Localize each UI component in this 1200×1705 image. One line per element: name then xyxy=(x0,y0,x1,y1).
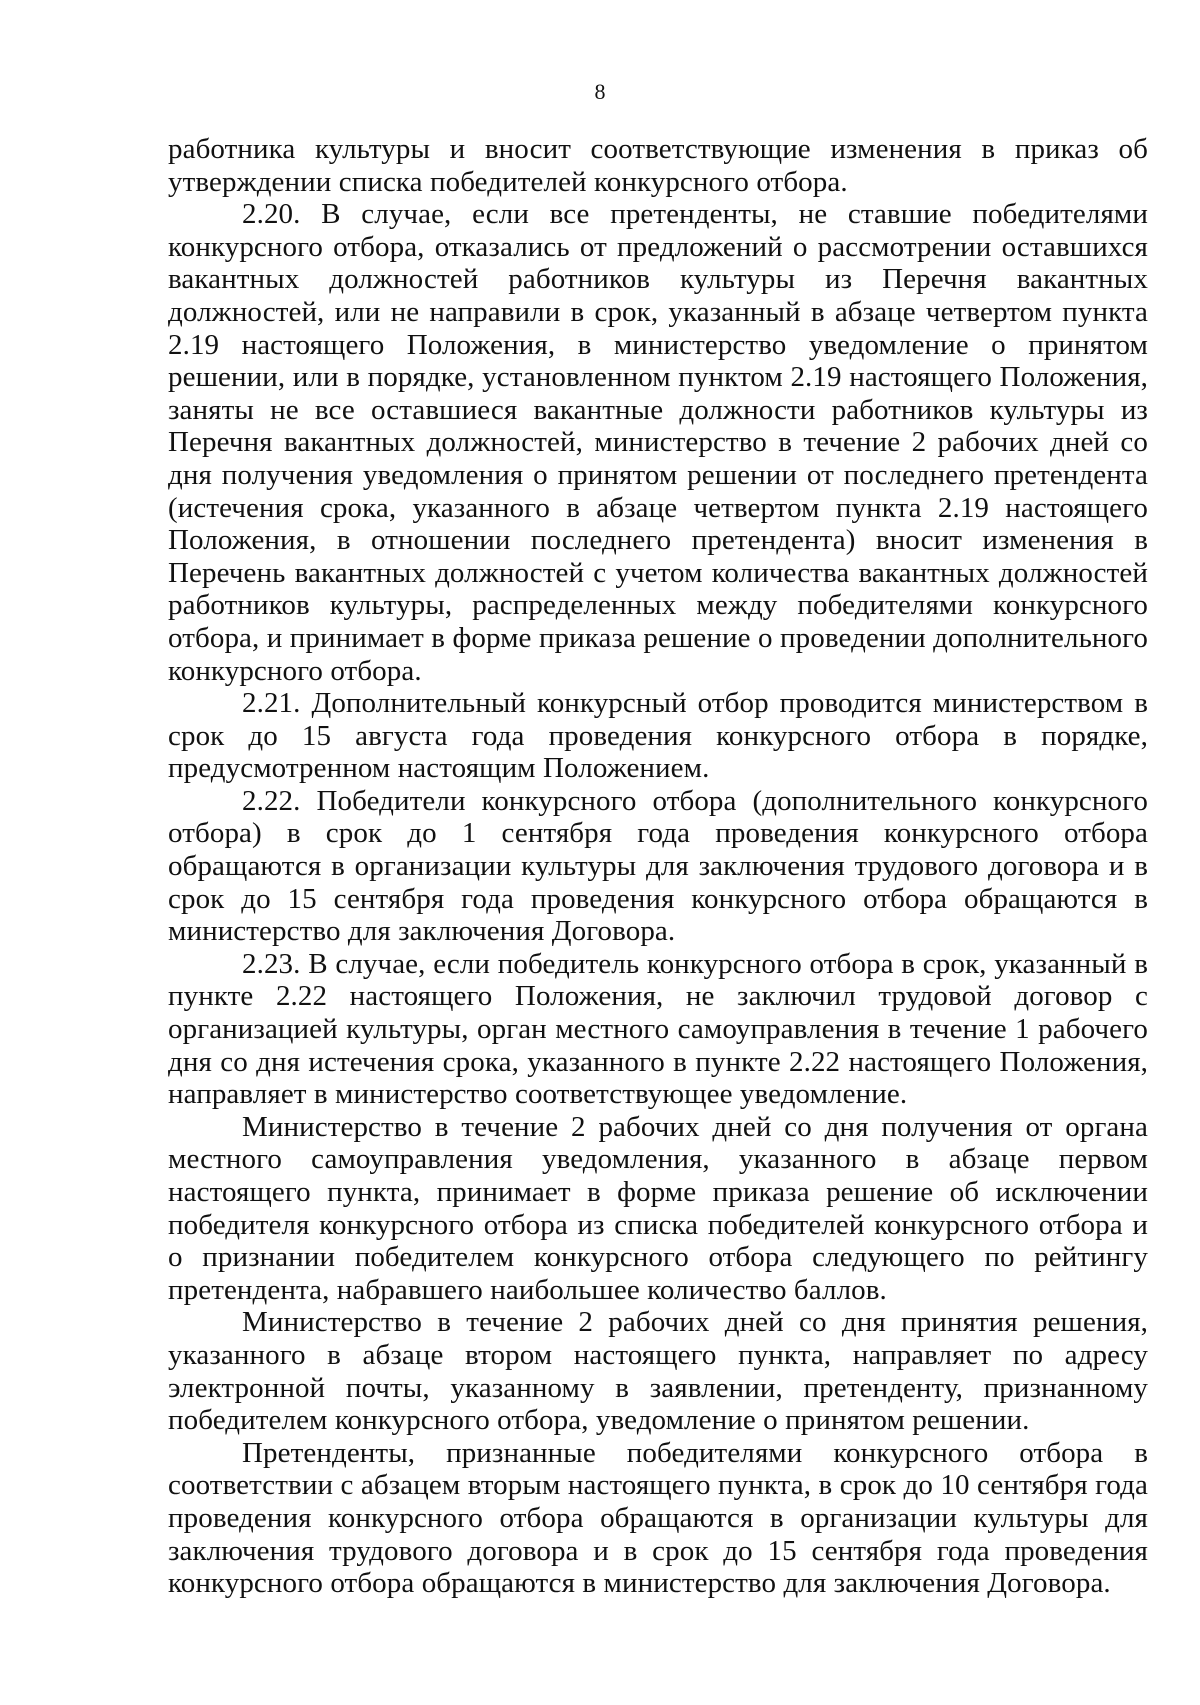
page-number: 8 xyxy=(594,79,606,104)
paragraph-2-23-third: Министерство в течение 2 рабочих дней со дня принятия решения, указанного в абзаце втором настоящего пункта, направляет по адресу электронной почты, указанному в заявлении, претенденту, признанному победителем конкурсного отбора, уведомление о принятом решении. xyxy=(168,1306,1148,1437)
paragraph-2-23-second: Министерство в течение 2 рабочих дней со дня получения от органа местного самоуправления уведомления, указанного в абзаце первом настоящего пункта, принимает в форме приказа решение об исключении победителя конкурсного отбора из списка победителей конкурсного отбора и о признании победителем конкурсного отбора следующего по рейтингу претендента, набравшего наибольшее количество баллов. xyxy=(168,1110,1148,1306)
paragraph-2-23-fourth: Претенденты, признанные победителями конкурсного отбора в соответствии с абзацем вторым настоящего пункта, в срок до 10 сентября года проведения конкурсного отбора обращаются в организации культуры для заключения трудового договора и в срок до 15 сентября года проведения конкурсного отбора обращаются в министерство для заключения Договора. xyxy=(168,1436,1148,1600)
paragraph-2-23: 2.23. В случае, если победитель конкурсного отбора в срок, указанный в пункте 2.22 настоящего Положения, не заключил трудовой договор с организацией культуры, орган местного самоуправления в течение 1 рабочего дня со дня истечения срока, указанного в пункте 2.22 настоящего Положения, направляет в министерство соответствующее уведомление. xyxy=(168,947,1148,1111)
paragraph-continuation: работника культуры и вносит соответствующие изменения в приказ об утверждении списка победителей конкурсного отбора. xyxy=(168,133,1148,198)
paragraph-2-22: 2.22. Победители конкурсного отбора (дополнительного конкурсного отбора) в срок до 1 сентября года проведения конкурсного отбора обращаются в организации культуры для заключения трудового договора и в срок до 15 сентября года проведения конкурсного отбора обращаются в министерство для заключения Договора. xyxy=(168,784,1148,948)
paragraph-2-21: 2.21. Дополнительный конкурсный отбор проводится министерством в срок до 15 августа года проведения конкурсного отбора в порядке, предусмотренном настоящим Положением. xyxy=(168,687,1148,785)
paragraph-2-20: 2.20. В случае, если все претенденты, не ставшие победителями конкурсного отбора, отказались от предложений о рассмотрении оставшихся вакантных должностей работников культуры из Перечня вакантных должностей, или не направили в срок, указанный в абзаце четвертом пункта 2.19 настоящего Положения, в министерство уведомление о принятом решении, или в порядке, установленном пунктом 2.19 настоящего Положения, заняты не все оставшиеся вакантные должности работников культуры из Перечня вакантных должностей, министерство в течение 2 рабочих дней со дня получения уведомления о принятом решении от последнего претендента (истечения срока, указанного в абзаце четвертом пункта 2.19 настоящего Положения, в отношении последнего претендента) вносит изменения в Перечень вакантных должностей с учетом количества вакантных должностей работников культуры, распределенных между победителями конкурсного отбора, и принимает в форме приказа решение о проведении дополнительного конкурсного отбора. xyxy=(168,198,1148,687)
document-body xyxy=(168,133,1148,1600)
